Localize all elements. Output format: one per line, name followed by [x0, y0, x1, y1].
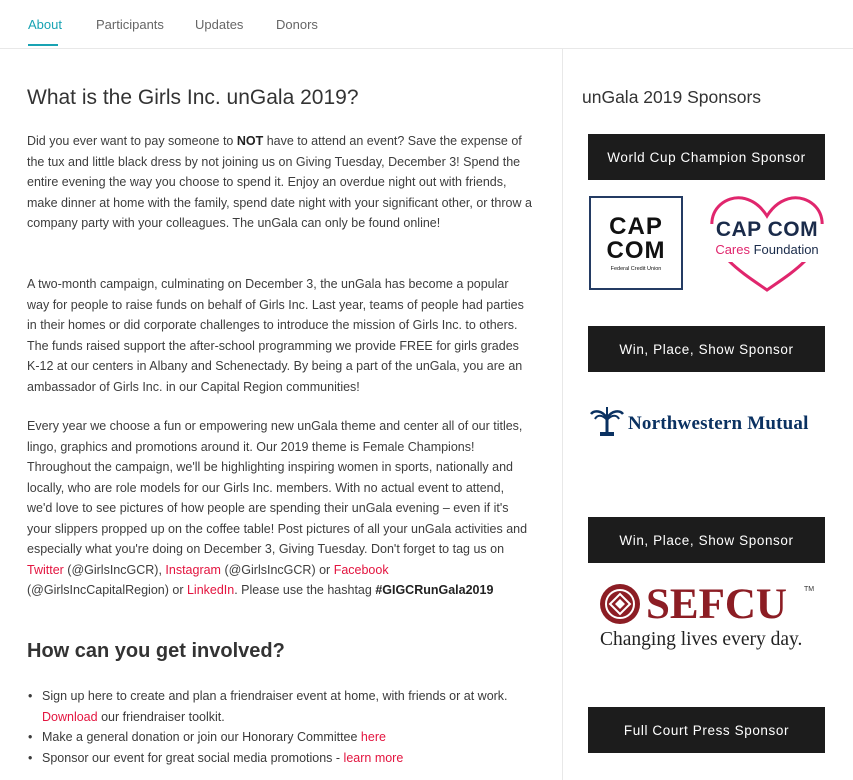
sefcu-emblem-icon	[598, 582, 642, 626]
intro-emphasis: NOT	[236, 134, 264, 148]
facebook-link[interactable]: Facebook	[333, 562, 389, 577]
capcom-cares-title: CAP COM	[715, 218, 819, 241]
sponsor-tier-banner: World Cup Champion Sponsor	[588, 134, 825, 180]
sefcu-wordmark: SEFCU	[646, 581, 787, 628]
northwestern-mutual-logo[interactable]	[590, 404, 830, 440]
sponsor-tier-banner: Full Court Press Sponsor	[588, 707, 825, 753]
cares-word: Cares	[715, 242, 750, 257]
fountain-icon	[590, 404, 624, 438]
download-link[interactable]: Download	[42, 709, 98, 724]
foundation-word: Foundation	[750, 242, 819, 257]
list-item-text: Make a general donation or join our Honorary Committee	[42, 730, 361, 744]
capcom-logo-line3: Federal Credit Union	[610, 265, 662, 272]
theme-text: Every year we choose a fun or empowering new unGala theme and center all of our titles, lingo, graphics and promotions around it. Our 2019 theme is Female Champions! Throughout the campaign, we'll be highlighting inspiring women in sports, nationally and locally, who are role models for our Girls Inc. members. With no actual event to attend, we'd love to see pictures of how people are spending their unGala evening – even if it's your slippers propped up on the coffee table! Post pictures of all your unGala activities and especially what you're doing on December 3, Giving Tuesday. Don't forget to tag us on	[27, 419, 528, 556]
theme-paragraph	[27, 416, 532, 601]
sefcu-tagline: Changing lives every day.	[600, 629, 803, 650]
linkedin-link[interactable]: LinkedIn	[186, 583, 235, 597]
sponsor-tier-banner: Win, Place, Show Sponsor	[588, 517, 825, 563]
intro-paragraph	[27, 131, 532, 234]
sponsors-title: unGala 2019 Sponsors	[582, 87, 762, 107]
capcom-logo-line1: CAP	[609, 212, 663, 240]
twitter-link[interactable]: Twitter	[27, 562, 64, 577]
active-tab-indicator	[28, 44, 58, 46]
sponsor-tier-banner: Win, Place, Show Sponsor	[588, 326, 825, 372]
learn-more-link[interactable]: learn more	[343, 750, 404, 765]
facebook-handle: (@GirlsIncCapitalRegion) or	[27, 583, 187, 597]
capcom-logo[interactable]	[589, 196, 683, 290]
tab-donors[interactable]: Donors	[276, 17, 318, 32]
sefcu-logo[interactable]	[598, 582, 820, 662]
tab-bar	[0, 0, 853, 49]
hashtag-intro: . Please use the hashtag	[234, 583, 376, 597]
honorary-committee-link[interactable]: here	[360, 730, 386, 744]
tab-participants[interactable]: Participants	[96, 17, 164, 32]
instagram-link[interactable]: Instagram	[165, 562, 221, 577]
twitter-handle: (@GirlsIncGCR),	[63, 562, 166, 577]
page-title: What is the Girls Inc. unGala 2019?	[27, 86, 359, 109]
hashtag: #GIGCRunGala2019	[375, 583, 494, 597]
instagram-handle: (@GirlsIncGCR) or	[220, 562, 334, 577]
list-item-text: Sign up here to create and plan a friendraiser event at home, with friends or at work.	[42, 689, 508, 703]
list-item-text: our friendraiser toolkit.	[97, 709, 225, 724]
trademark-symbol: TM	[804, 586, 815, 593]
campaign-paragraph: A two-month campaign, culminating on December 3, the unGala has become a popular way for people to raise funds on behalf of Girls Inc. Last year, teams of people had parties in their homes or did corporate challenges to introduce the mission of Girls Inc. to others. The funds raised support the after-school programming we provide FREE for girls grades K-12 at our centers in Albany and Schenectady. By being a part of the unGala, you are an ambassador of Girls Inc. in our Capital Region communities!	[27, 277, 524, 394]
list-item	[42, 727, 547, 748]
intro-text-end: have to attend an event? Save the expense of the tux and little black dress by not joining us on Giving Tuesday, December 3! Spend the entire evening the way you choose to spend it. Enjoy an overdue night out with friends, make dinner at home with the family, spend date night with your significant other, or throw a company party with your colleagues. The unGala can only be found online!	[27, 134, 532, 230]
northwestern-mutual-wordmark: Northwestern Mutual	[628, 413, 809, 434]
intro-text-start: Did you ever want to pay someone to	[27, 134, 237, 148]
list-item	[42, 686, 547, 727]
involved-list	[27, 686, 547, 768]
tab-updates[interactable]: Updates	[195, 17, 244, 32]
involved-heading: How can you get involved?	[27, 640, 285, 662]
capcom-logo-line2: COM	[606, 236, 666, 264]
list-item-text: Sponsor our event for great social media promotions -	[42, 750, 344, 765]
list-item	[42, 748, 547, 769]
capcom-cares-subtitle	[704, 242, 830, 257]
capcom-cares-logo[interactable]	[704, 194, 830, 294]
tab-about[interactable]: About	[28, 17, 62, 32]
